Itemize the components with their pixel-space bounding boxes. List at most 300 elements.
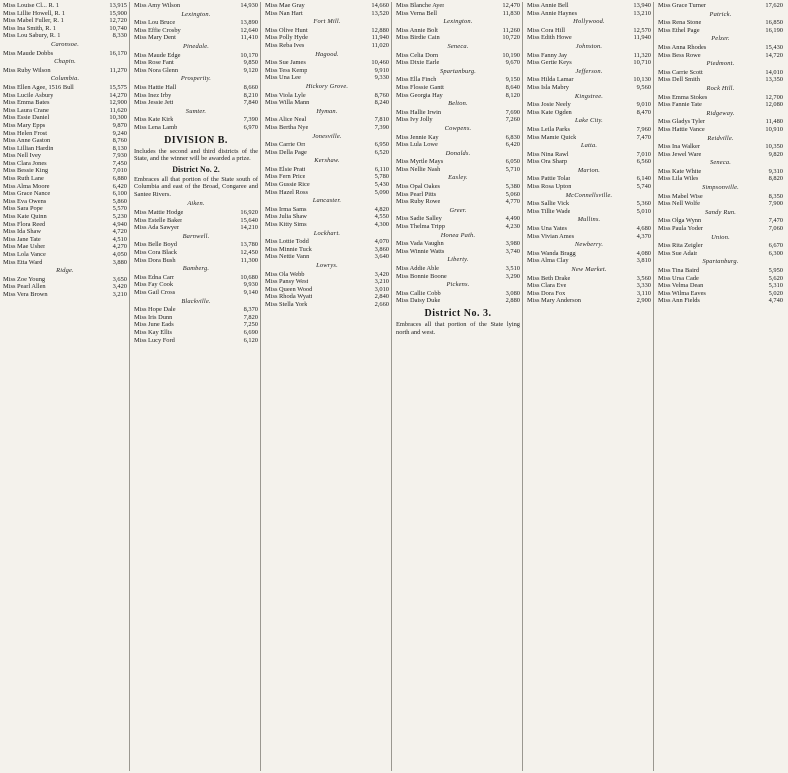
entry-name: Miss Kay Ellis (134, 328, 172, 336)
list-entry (134, 116, 258, 124)
entry-votes: 3,330 (636, 282, 651, 290)
entry-votes: 9,140 (243, 289, 258, 296)
entry-name: Miss Gussie Rice (265, 181, 310, 189)
entry-name: Miss Zoe Young (3, 275, 46, 283)
list-entry (527, 158, 651, 166)
entry-name: Miss Effie Crosby (134, 26, 181, 34)
list-entry (3, 228, 127, 236)
list-entry (396, 166, 520, 174)
list-entry (527, 134, 651, 142)
list-entry (527, 76, 651, 84)
entry-name: Miss Mabel Fuller, R. 1 (3, 17, 64, 25)
entry-name: Miss Kate Quinn (3, 213, 47, 221)
entry-votes: 9,150 (505, 76, 520, 84)
list-entry (658, 69, 783, 77)
entry-votes: 3,290 (505, 272, 520, 280)
list-entry (396, 273, 520, 281)
entry-votes: 5,860 (112, 197, 127, 205)
list-entry (134, 92, 258, 100)
list-entry (3, 10, 127, 18)
list-entry (527, 183, 651, 191)
entry-name: Miss Mabel Wise (658, 192, 703, 200)
entry-name: Miss Cora Black (134, 249, 177, 257)
entry-name: Miss Lila Wiles (658, 175, 699, 183)
town-heading: Belton. (448, 100, 468, 108)
entry-name: Miss Clara Eve (527, 282, 567, 290)
entry-votes: 3,560 (636, 274, 651, 282)
entry-votes: 7,930 (112, 152, 127, 160)
entry-name: Miss Kate Kirk (134, 116, 174, 124)
entry-votes: 13,520 (371, 9, 389, 17)
list-entry (396, 240, 520, 248)
entry-name: Miss Hilda Lamar (527, 76, 574, 84)
entry-name: Miss Pearl Pitts (396, 190, 437, 198)
town-heading: McConnellsville. (565, 191, 613, 199)
town-heading: Reidville. (707, 134, 734, 142)
entry-votes: 4,490 (505, 215, 520, 223)
entry-votes: 7,010 (112, 167, 127, 175)
list-entry (265, 206, 389, 214)
entry-votes: 7,450 (112, 159, 127, 167)
list-entry (527, 59, 651, 67)
list-entry (3, 205, 127, 213)
list-entry (265, 59, 389, 67)
entry-name: Miss June Eads (134, 321, 174, 329)
entry-votes: 16,190 (765, 26, 783, 34)
list-entry (134, 249, 258, 257)
entry-name: Miss Georgia Hay (396, 91, 443, 99)
entry-votes: 5,060 (505, 190, 520, 198)
town-heading: Lexington. (181, 10, 211, 18)
entry-name: Miss Louise Cl... R. 1 (3, 2, 60, 9)
entry-name: Miss Nell Ivey (3, 152, 41, 160)
entry-votes: 3,420 (374, 270, 389, 278)
entry-name: Miss Laura Crane (3, 106, 49, 114)
entry-name: Miss Nellie Nash (396, 165, 441, 173)
entry-votes: 11,480 (765, 118, 783, 126)
entry-name: Miss Wanda Bragg (527, 249, 576, 257)
list-entry (3, 213, 127, 221)
entry-votes: 11,320 (633, 51, 651, 59)
entry-name: Miss Thelma Tripp (396, 223, 445, 231)
town-heading: Kingstree. (574, 92, 604, 100)
entry-name: Miss Hattie Vance (658, 125, 705, 133)
entry-name: Miss Vera Brown (3, 290, 48, 298)
list-entry (527, 250, 651, 258)
entry-name: Miss Essie Daniel (3, 114, 50, 122)
list-entry (134, 124, 258, 132)
entry-name: Miss Jewel Ware (658, 150, 702, 158)
list-entry (3, 2, 127, 10)
list-entry (658, 290, 783, 298)
list-entry (134, 52, 258, 60)
entry-name: Miss Maude Edge (134, 51, 181, 59)
entry-votes: 10,910 (765, 125, 783, 133)
entry-votes: 15,900 (109, 9, 127, 17)
entry-name: Miss Julia Shaw (265, 213, 307, 221)
list-entry (3, 190, 127, 198)
entry-votes: 9,240 (112, 129, 127, 137)
town-heading: Rock Hill. (706, 84, 735, 92)
list-entry (396, 248, 520, 256)
list-entry (396, 183, 520, 191)
list-entry (396, 265, 520, 273)
entry-votes: 3,640 (374, 253, 389, 261)
entry-name: Miss Ella Finch (396, 76, 437, 84)
entry-name: Miss Hope Dale (134, 306, 176, 314)
entry-name: Miss Opal Oakes (396, 183, 441, 191)
entry-votes: 3,010 (374, 285, 389, 293)
list-entry (134, 321, 258, 329)
list-entry (658, 101, 783, 109)
list-entry (265, 253, 389, 261)
entry-name: Miss Sallie Vick (527, 200, 570, 208)
town-heading: Latta. (580, 142, 598, 150)
entry-name: Miss Ethel Page (658, 26, 700, 34)
town-heading: Ridge. (56, 267, 74, 275)
entry-votes: 5,010 (636, 207, 651, 215)
entry-votes: 11,270 (109, 66, 127, 74)
entry-name: Miss Lillie Howell, R. 1 (3, 9, 66, 17)
entry-votes: 9,910 (374, 66, 389, 74)
entry-votes: 7,820 (243, 313, 258, 321)
entry-name: Miss Gail Cross (134, 289, 176, 296)
entry-votes: 8,760 (112, 137, 127, 145)
entry-name: Miss Birdie Cain (396, 34, 440, 42)
entry-votes: 16,920 (240, 209, 258, 217)
entry-votes: 4,510 (112, 235, 127, 243)
list-entry (265, 189, 389, 197)
list-entry (134, 329, 258, 337)
list-entry (658, 200, 783, 208)
entry-name: Miss Etta Ward (3, 258, 43, 266)
entry-name: Miss Ann Fields (658, 297, 700, 305)
entry-votes: 4,370 (636, 232, 651, 240)
entry-name: Miss Nettie Vann (265, 253, 310, 261)
entry-name: Miss Pansy West (265, 278, 309, 286)
entry-name: Miss Hattie Hall (134, 83, 177, 91)
list-entry (3, 130, 127, 138)
town-heading: Marion. (577, 166, 601, 174)
town-heading: Lockhart. (313, 229, 341, 237)
entry-votes: 5,310 (768, 282, 783, 290)
list-entry (3, 17, 127, 25)
town-heading: Chapin. (54, 58, 76, 66)
entry-votes: 11,940 (633, 34, 651, 42)
entry-votes: 6,970 (243, 123, 258, 131)
list-entry (527, 297, 651, 305)
entry-name: Miss Anna Rhodes (658, 43, 707, 51)
entry-votes: 3,880 (112, 258, 127, 266)
list-entry (134, 257, 258, 265)
entry-votes: 5,360 (636, 200, 651, 208)
list-entry (265, 116, 389, 124)
entry-votes: 8,660 (243, 83, 258, 91)
entry-name: Miss Leila Parks (527, 125, 570, 133)
list-entry (3, 122, 127, 130)
entry-name: Miss Emma Stokes (658, 93, 708, 101)
list-entry (396, 2, 520, 10)
list-entry (134, 34, 258, 42)
entry-name: Miss Ola Webb (265, 270, 305, 278)
entry-votes: 7,960 (636, 125, 651, 133)
entry-votes: 7,690 (505, 108, 520, 116)
entry-votes: 6,690 (243, 328, 258, 336)
list-entry (396, 290, 520, 298)
list-entry (3, 160, 127, 168)
entry-votes: 3,810 (636, 257, 651, 265)
entry-name: Miss Ruby Wilson (3, 66, 51, 74)
town-heading: Spartanburg. (439, 67, 477, 75)
entry-name: Miss Grace Turner (658, 2, 706, 9)
list-entry (658, 151, 783, 159)
list-entry (527, 34, 651, 42)
list-entry (265, 42, 389, 50)
entry-name: Miss Lou Sabury, R. 1 (3, 32, 61, 40)
list-entry (527, 225, 651, 233)
list-entry (527, 101, 651, 109)
entry-votes: 5,020 (768, 289, 783, 297)
entry-name: Miss Rena Stone (658, 19, 702, 27)
list-entry (527, 175, 651, 183)
entry-votes: 9,870 (112, 121, 127, 129)
entry-name: Miss Edna Carr (134, 273, 175, 281)
list-entry (134, 2, 258, 10)
list-entry (265, 2, 389, 10)
entry-votes: 5,230 (112, 213, 127, 221)
entry-votes: 12,080 (765, 101, 783, 109)
entry-name: Miss Amy Wilson (134, 2, 181, 9)
list-entry (134, 281, 258, 289)
entry-name: Miss Fay Cook (134, 281, 174, 289)
entry-name: Miss Alice Neal (265, 116, 307, 124)
entry-votes: 6,880 (112, 175, 127, 183)
list-entry (396, 116, 520, 124)
entry-name: Miss Mattie Hodge (134, 209, 184, 217)
entry-name: Miss Winnie Watts (396, 247, 445, 255)
entry-votes: 3,110 (636, 289, 651, 297)
list-entry (3, 114, 127, 122)
entry-votes: 9,120 (243, 66, 258, 74)
entry-votes: 4,300 (374, 221, 389, 229)
entry-votes: 5,950 (768, 267, 783, 274)
list-entry (3, 198, 127, 206)
entry-votes: 4,270 (112, 243, 127, 251)
entry-votes: 7,390 (243, 116, 258, 124)
entry-votes: 10,740 (109, 24, 127, 32)
entry-name: Miss Flora Reed (3, 220, 46, 228)
town-heading: Simpsonville. (702, 184, 739, 192)
entry-name: Miss Inez Irby (134, 91, 172, 99)
entry-votes: 7,390 (374, 123, 389, 131)
town-heading: Sandy Run. (704, 208, 737, 216)
entry-name: Miss Hallie Irwin (396, 108, 442, 116)
list-entry (265, 278, 389, 286)
entry-votes: 2,900 (636, 297, 651, 305)
entry-votes: 6,110 (374, 165, 389, 173)
entry-votes: 11,830 (502, 9, 520, 17)
entry-votes: 5,710 (505, 165, 520, 173)
entry-name: Miss Lena Lamb (134, 123, 178, 131)
list-entry (265, 301, 389, 309)
town-heading: Spartanburg. (702, 258, 739, 266)
entry-name: Miss Beth Drake (527, 274, 571, 282)
list-entry (134, 84, 258, 92)
list-entry (3, 221, 127, 229)
list-entry (658, 225, 783, 233)
entry-votes: 14,210 (240, 224, 258, 232)
list-entry (3, 145, 127, 153)
list-entry (265, 181, 389, 189)
entry-name: Miss Ursa Cade (658, 274, 699, 282)
town-heading: Seneca. (447, 42, 469, 50)
entry-name: Miss Ellen Agee, 1516 Bull (3, 83, 74, 91)
entry-name: Miss Belle Boyd (134, 241, 177, 249)
entry-votes: 13,210 (633, 9, 651, 17)
entry-votes: 4,740 (768, 297, 783, 305)
entry-votes: 4,680 (636, 225, 651, 233)
list-entry (265, 213, 389, 221)
list-entry (3, 291, 127, 299)
town-heading: Barnwell. (182, 232, 210, 240)
entry-name: Miss Queen Wood (265, 285, 313, 293)
entry-name: Miss Jessie Jett (134, 99, 174, 107)
entry-votes: 3,650 (112, 275, 127, 283)
list-entry (265, 10, 389, 18)
entry-name: Miss Grace Nance (3, 190, 51, 198)
list-entry (134, 19, 258, 27)
entry-name: Miss Viola Lyle (265, 91, 306, 99)
list-entry (396, 297, 520, 305)
entry-name: Miss Irma Sams (265, 205, 307, 213)
list-entry (3, 92, 127, 100)
entry-votes: 8,760 (374, 91, 389, 99)
entry-name: Miss Daisy Duke (396, 297, 441, 305)
entry-name: Miss Helen Frost (3, 129, 48, 137)
entry-name: Miss Carrie Orr (265, 141, 306, 149)
list-entry (658, 2, 783, 10)
entry-votes: 5,570 (112, 205, 127, 213)
entry-name: Miss Dell Smith (658, 76, 700, 84)
entry-name: Miss Fern Price (265, 173, 306, 181)
town-heading: Pickens. (446, 281, 470, 289)
entry-votes: 9,670 (505, 59, 520, 67)
town-heading: Honea Path. (440, 231, 476, 239)
description-paragraph: Includes the second and third districts of the State, and the winner will be awarded a prize. (134, 147, 258, 163)
entry-votes: 13,890 (240, 19, 258, 27)
list-entry (265, 246, 389, 254)
entry-name: Miss Kate White (658, 167, 702, 175)
entry-name: Miss Eva Owens (3, 197, 47, 205)
list-entry (265, 74, 389, 82)
town-heading: New Market. (571, 266, 607, 273)
entry-votes: 4,070 (374, 238, 389, 246)
entry-name: Miss Bessie King (3, 167, 49, 175)
entry-name: Miss Ora Sharp (527, 158, 568, 166)
entry-votes: 13,915 (109, 2, 127, 9)
list-entry (658, 143, 783, 151)
entry-name: Miss Mae Gray (265, 2, 305, 9)
entry-votes: 11,940 (371, 34, 389, 42)
entry-votes: 6,830 (505, 133, 520, 141)
entry-name: Miss Sara Pope (3, 205, 43, 213)
entry-name: Miss Bess Rowe (658, 51, 701, 59)
entry-name: Miss Jennie Kay (396, 133, 439, 141)
list-entry (658, 168, 783, 176)
entry-name: Miss Tina Baird (658, 267, 700, 274)
entry-votes: 9,930 (243, 281, 258, 289)
entry-votes: 5,430 (374, 181, 389, 189)
entry-name: Miss Bonnie Boone (396, 272, 447, 280)
entry-votes: 3,740 (505, 247, 520, 255)
list-entry (265, 286, 389, 294)
list-entry (265, 173, 389, 181)
entry-name: Miss Jane Tate (3, 235, 41, 243)
list-entry (3, 99, 127, 107)
list-entry (134, 27, 258, 35)
entry-name: Miss Clara Jones (3, 159, 47, 167)
list-entry (265, 221, 389, 229)
list-entry (3, 84, 127, 92)
entry-name: Miss Annie Haynes (527, 9, 578, 17)
entry-name: Miss Alma Moore (3, 182, 50, 190)
entry-name: Miss Vivian Ames (527, 232, 575, 240)
town-heading: Lancaster. (312, 197, 342, 205)
entry-votes: 5,780 (374, 173, 389, 181)
list-entry (134, 306, 258, 314)
list-entry (527, 10, 651, 18)
list-entry (527, 151, 651, 159)
town-heading: Piedmont. (706, 60, 735, 68)
list-entry (3, 251, 127, 259)
entry-name: Miss Estelle Baker (134, 216, 183, 224)
list-entry (3, 243, 127, 251)
entry-name: Miss Fannie Tate (658, 101, 702, 109)
entry-votes: 10,680 (240, 273, 258, 281)
list-entry (3, 152, 127, 160)
entry-votes: 10,300 (109, 114, 127, 122)
list-entry (527, 52, 651, 60)
entry-name: Miss Della Page (265, 148, 307, 156)
list-entry (396, 141, 520, 149)
entry-name: Miss Anne Gaston (3, 137, 51, 145)
column-5 (527, 2, 654, 771)
list-entry (134, 67, 258, 75)
list-entry (396, 223, 520, 231)
entry-name: Miss Mamie Quick (527, 133, 577, 141)
entry-votes: 11,260 (502, 26, 520, 34)
entry-name: Miss Vada Vaughn (396, 240, 444, 248)
list-entry (527, 2, 651, 10)
list-entry (265, 238, 389, 246)
list-entry (134, 217, 258, 225)
entry-votes: 10,460 (371, 59, 389, 67)
entry-name: Miss Emma Bates (3, 99, 50, 107)
entry-votes: 4,820 (374, 205, 389, 213)
town-heading: Seneca. (709, 159, 732, 167)
list-entry (134, 289, 258, 297)
entry-votes: 6,050 (505, 158, 520, 166)
entry-votes: 4,080 (636, 249, 651, 257)
entry-name: Miss Lillian Hardin (3, 144, 54, 152)
town-heading: Aiken. (187, 200, 205, 208)
entry-name: Miss Josie Neely (527, 101, 571, 109)
entry-name: Miss Myrtle Mays (396, 158, 444, 166)
entry-name: Miss Celia Dorn (396, 51, 439, 59)
entry-name: Miss Nell Wolfe (658, 200, 700, 208)
entry-name: Miss Alma Clay (527, 257, 569, 265)
entry-name: Miss Nina Rawl (527, 150, 569, 158)
